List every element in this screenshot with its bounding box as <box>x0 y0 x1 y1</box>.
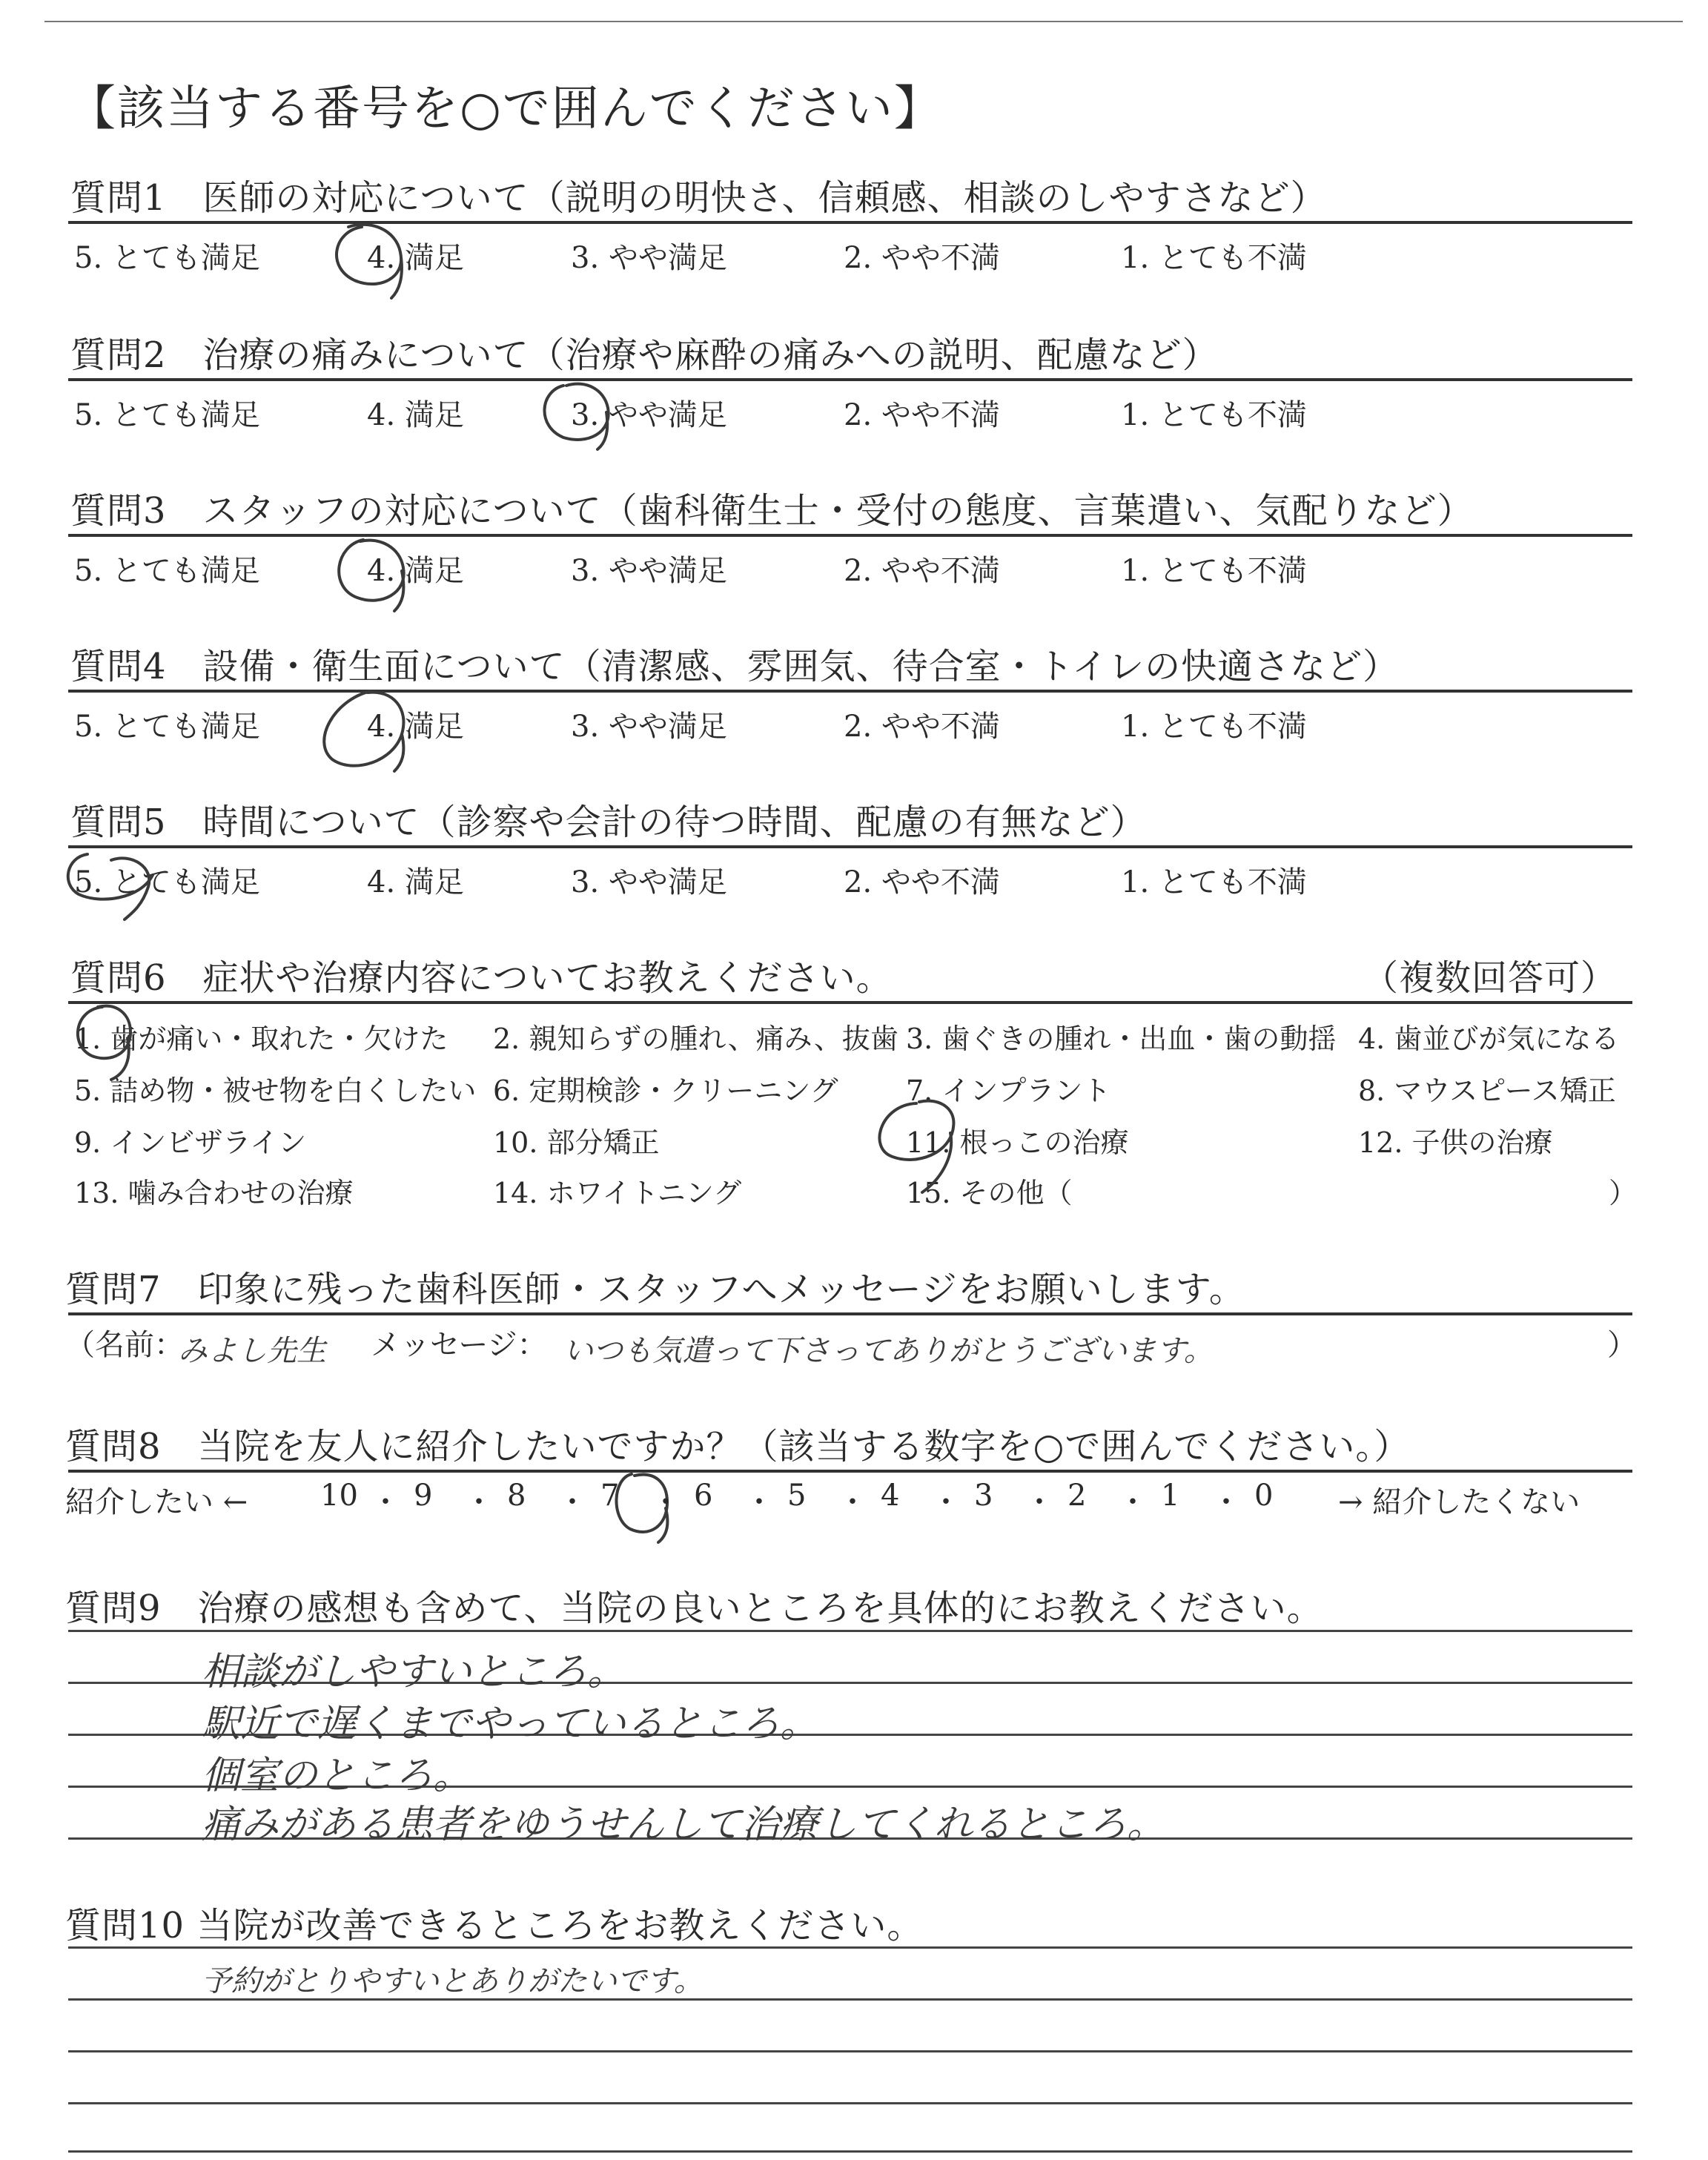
q10-rule-1 <box>68 1946 1632 1949</box>
q6-item-1[interactable]: 1. 歯が痛い・取れた・欠けた <box>74 1023 448 1055</box>
q3-option-4[interactable]: 4. 満足 <box>367 554 464 588</box>
q3-option-1[interactable]: 1. とても不満 <box>1121 554 1307 588</box>
q3-option-5[interactable]: 5. とても満足 <box>74 554 260 588</box>
q3-rule <box>68 534 1632 537</box>
q9-title: 質問9 治療の感想も含めて、当院の良いところを具体的にお教えください。 <box>65 1588 1323 1629</box>
q6-item-7[interactable]: 7. インプラント <box>906 1074 1111 1107</box>
q9-rule-1 <box>68 1630 1632 1632</box>
q8-scale-separator: ・ <box>557 1485 587 1519</box>
q4-option-4[interactable]: 4. 満足 <box>367 710 464 744</box>
q8-scale-5[interactable]: 5 <box>787 1479 807 1513</box>
q4-option-5[interactable]: 5. とても満足 <box>74 710 260 744</box>
q5-option-2[interactable]: 2. やや不満 <box>844 865 1000 899</box>
q1-option-2[interactable]: 2. やや不満 <box>844 241 1000 275</box>
q5-option-5[interactable]: 5. とても満足 <box>74 865 260 899</box>
q6-item-6[interactable]: 6. 定期検診・クリーニング <box>493 1074 838 1107</box>
q8-scale-6[interactable]: 6 <box>694 1479 713 1513</box>
q6-rule <box>68 1001 1632 1004</box>
q6-note: （複数回答可） <box>1363 957 1618 999</box>
q8-scale-7[interactable]: 7 <box>600 1479 620 1513</box>
q10-rule-3 <box>68 2050 1632 2052</box>
q8-scale-3[interactable]: 3 <box>974 1479 993 1513</box>
q8-scale-2[interactable]: 2 <box>1068 1479 1087 1513</box>
q8-scale-separator: ・ <box>464 1485 494 1519</box>
q3-option-3[interactable]: 3. やや満足 <box>571 554 727 588</box>
q8-scale-9[interactable]: 9 <box>414 1479 433 1513</box>
q3-title: 質問3 スタッフの対応について（歯科衛生士・受付の態度、言葉遣い、気配りなど） <box>70 490 1474 532</box>
q1-rule <box>68 221 1632 224</box>
q1-option-4[interactable]: 4. 満足 <box>367 241 464 275</box>
q7-name-value[interactable]: みよし先生 <box>178 1334 326 1368</box>
q9-answer-1[interactable]: 相談がしやすいところ。 <box>202 1650 626 1694</box>
q6-item-12[interactable]: 12. 子供の治療 <box>1358 1126 1553 1159</box>
q10-rule-5 <box>68 2150 1632 2153</box>
q5-option-1[interactable]: 1. とても不満 <box>1121 865 1307 899</box>
q8-scale-separator: ・ <box>744 1485 774 1519</box>
q6-item-14[interactable]: 14. ホワイトニング <box>493 1177 742 1209</box>
q8-scale-separator: ・ <box>371 1485 400 1519</box>
q8-scale-separator: ・ <box>838 1485 867 1519</box>
q2-option-2[interactable]: 2. やや不満 <box>844 398 1000 432</box>
q5-option-3[interactable]: 3. やや満足 <box>571 865 727 899</box>
top-border <box>44 21 1683 22</box>
q6-item-9[interactable]: 9. インビザライン <box>74 1126 307 1159</box>
q9-answer-3[interactable]: 個室のところ。 <box>202 1754 472 1798</box>
q7-name-label: （名前： <box>65 1328 184 1362</box>
q8-scale-4[interactable]: 4 <box>881 1479 900 1513</box>
q3-option-2[interactable]: 2. やや不満 <box>844 554 1000 588</box>
q8-scale-separator: ・ <box>931 1485 961 1519</box>
q1-option-3[interactable]: 3. やや満足 <box>571 241 727 275</box>
q1-option-5[interactable]: 5. とても満足 <box>74 241 260 275</box>
q7-close: ） <box>1607 1328 1637 1362</box>
q8-scale-8[interactable]: 8 <box>507 1479 526 1513</box>
q8-scale-separator: ・ <box>1211 1485 1241 1519</box>
q8-rule <box>68 1470 1632 1473</box>
page-title: 【該当する番号を○で囲んでください】 <box>68 82 943 136</box>
q10-rule-4 <box>68 2102 1632 2104</box>
q6-item-15[interactable]: 15. その他（ <box>906 1177 1073 1209</box>
q4-option-2[interactable]: 2. やや不満 <box>844 710 1000 744</box>
q6-item-4[interactable]: 4. 歯並びが気になる <box>1358 1023 1620 1055</box>
q8-left-label: 紹介したい ← <box>65 1485 248 1519</box>
q6-item-5[interactable]: 5. 詰め物・被せ物を白くしたい <box>74 1074 477 1107</box>
q1-title: 質問1 医師の対応について（説明の明快さ、信頼感、相談のしやすさなど） <box>70 177 1327 219</box>
q5-title: 質問5 時間について（診察や会計の待つ時間、配慮の有無など） <box>70 802 1147 843</box>
q6-item-3[interactable]: 3. 歯ぐきの腫れ・出血・歯の動揺 <box>906 1023 1337 1055</box>
q9-answer-4[interactable]: 痛みがある患者をゆうせんして治療してくれるところ。 <box>202 1803 1166 1847</box>
q6-title: 質問6 症状や治療内容についてお教えください。 <box>70 957 893 999</box>
q6-item-13[interactable]: 13. 噛み合わせの治療 <box>74 1177 354 1209</box>
q9-answer-2[interactable]: 駅近で遅くまでやっているところ。 <box>202 1702 819 1746</box>
q10-title: 質問10 当院が改善できるところをお教えください。 <box>65 1905 924 1946</box>
q8-scale-10[interactable]: 10 <box>320 1479 358 1513</box>
q6-item-15-close: ） <box>1609 1177 1638 1209</box>
q8-right-label: → 紹介したくない <box>1338 1485 1580 1519</box>
q5-option-4[interactable]: 4. 満足 <box>367 865 464 899</box>
q8-title: 質問8 当院を友人に紹介したいですか？（該当する数字を○で囲んでください。） <box>65 1426 1411 1467</box>
q2-option-1[interactable]: 1. とても不満 <box>1121 398 1307 432</box>
q7-message-label: メッセージ： <box>371 1328 547 1362</box>
q2-option-3[interactable]: 3. やや満足 <box>571 398 727 432</box>
q8-scale-separator: ・ <box>651 1485 681 1519</box>
q7-title: 質問7 印象に残った歯科医師・スタッフへメッセージをお願いします。 <box>65 1269 1245 1310</box>
q4-rule <box>68 690 1632 693</box>
q6-item-10[interactable]: 10. 部分矯正 <box>493 1126 660 1159</box>
q5-rule <box>68 845 1632 848</box>
q8-scale-0[interactable]: 0 <box>1254 1479 1274 1513</box>
q6-item-2[interactable]: 2. 親知らずの腫れ、痛み、抜歯 <box>493 1023 898 1055</box>
q8-scale-separator: ・ <box>1118 1485 1148 1519</box>
q7-message-value[interactable]: いつも気遣って下さってありがとうございます。 <box>563 1334 1214 1368</box>
q2-option-4[interactable]: 4. 満足 <box>367 398 464 432</box>
q4-option-1[interactable]: 1. とても不満 <box>1121 710 1307 744</box>
q2-option-5[interactable]: 5. とても満足 <box>74 398 260 432</box>
q8-scale-separator: ・ <box>1025 1485 1054 1519</box>
q1-option-1[interactable]: 1. とても不満 <box>1121 241 1307 275</box>
q8-scale-1[interactable]: 1 <box>1161 1479 1180 1513</box>
q4-title: 質問4 設備・衛生面について（清潔感、雰囲気、待合室・トイレの快適さなど） <box>70 646 1400 687</box>
q4-option-3[interactable]: 3. やや満足 <box>571 710 727 744</box>
q2-rule <box>68 378 1632 381</box>
q10-answer-1[interactable]: 予約がとりやすいとありがたいです。 <box>202 1964 704 1998</box>
q6-item-8[interactable]: 8. マウスピース矯正 <box>1358 1074 1616 1107</box>
q7-rule <box>68 1312 1632 1315</box>
q2-title: 質問2 治療の痛みについて（治療や麻酔の痛みへの説明、配慮など） <box>70 334 1219 376</box>
q6-item-11[interactable]: 11. 根っこの治療 <box>906 1126 1129 1159</box>
